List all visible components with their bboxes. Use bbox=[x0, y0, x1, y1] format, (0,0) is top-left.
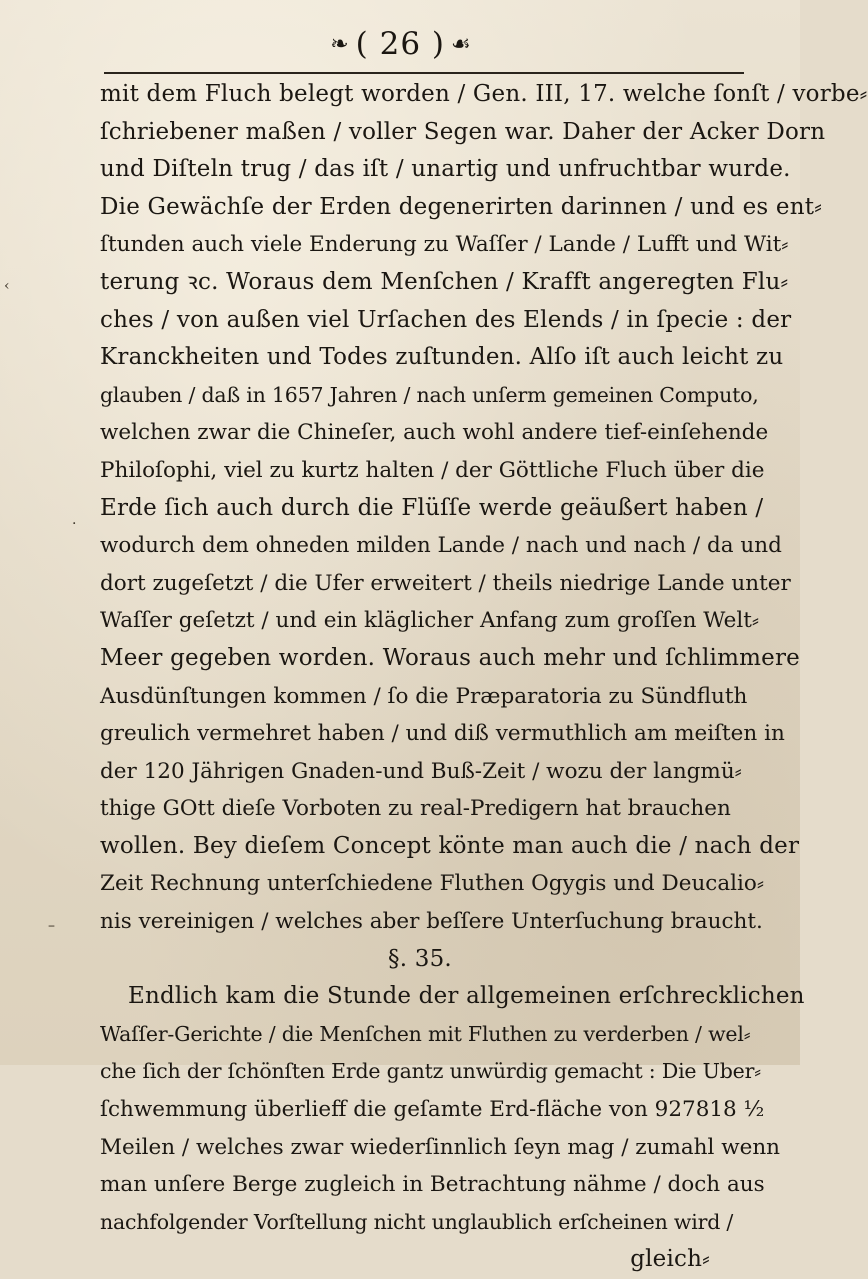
left-ornament-icon: ❧ bbox=[330, 32, 350, 57]
page-number: ( 26 ) bbox=[355, 26, 446, 62]
text-line: thige GOtt dieſe Vorboten zu real-Predigern hat brauchen bbox=[100, 796, 731, 822]
body-text bbox=[100, 76, 868, 1279]
text-line: ſchwemmung überlieff die geſamte Erd-fläche von 927818 ½ bbox=[100, 1097, 765, 1123]
text-line: Waſſer-Gerichte / die Menſchen mit Fluthen zu verderben / wel⸗ bbox=[100, 1021, 751, 1046]
page-header bbox=[0, 22, 800, 66]
header-rule bbox=[104, 72, 744, 74]
right-ornament-icon: ☙ bbox=[451, 32, 472, 57]
text-line: dort zugeſetzt / die Ufer erweitert / theils niedrige Lande unter bbox=[100, 570, 791, 596]
text-line: Zeit Rechnung unterſchiedene Fluthen Ogygis und Deucalio⸗ bbox=[100, 871, 765, 897]
text-line: Waſſer geſetzt / und ein kläglicher Anfang zum groſſen Welt⸗ bbox=[100, 608, 760, 634]
text-line: glauben / daß in 1657 Jahren / nach unſerm gemeinen Computo, bbox=[100, 382, 759, 407]
text-line: Erde ſich auch durch die Flüſſe werde geäußert haben / bbox=[100, 494, 764, 521]
text-line: Meilen / welches zwar wiederſinnlich ſeyn mag / zumahl wenn bbox=[100, 1134, 781, 1160]
text-line: man unſere Berge zugleich in Betrachtung nähme / doch aus bbox=[100, 1172, 765, 1198]
text-line: terung ꝛc. Woraus dem Menſchen / Krafft angeregten Flu⸗ bbox=[100, 268, 789, 295]
text-line: wollen. Bey dieſem Concept könte man auch die / nach der bbox=[100, 832, 800, 859]
catchword: gleich⸗ bbox=[630, 1246, 710, 1273]
text-line: ches / von außen viel Urſachen des Elends / in ſpecie : der bbox=[100, 306, 792, 333]
section-number: §. 35. bbox=[388, 945, 452, 972]
text-line: Philoſophi, viel zu kurtz halten / der Göttliche Fluch über die bbox=[100, 457, 765, 483]
text-line: che ſich der ſchönſten Erde gantz unwürdig gemacht : Die Uber⸗ bbox=[100, 1059, 761, 1084]
text-line: und Diſteln trug / das iſt / unartig und unfruchtbar wurde. bbox=[100, 156, 791, 183]
text-line: nachfolgender Vorſtellung nicht unglaublich erſcheinen wird / bbox=[100, 1209, 734, 1234]
text-line: welchen zwar die Chineſer, auch wohl andere tief-einſehende bbox=[100, 420, 769, 446]
text-line: Kranckheiten und Todes zuſtunden. Alſo iſt auch leicht zu bbox=[100, 344, 784, 371]
text-line: mit dem Fluch belegt worden / Gen. III, 17. welche ſonſt / vorbe⸗ bbox=[100, 81, 868, 107]
text-line: Die Gewächſe der Erden degenerirten darinnen / und es ent⸗ bbox=[100, 193, 823, 220]
margin-mark-icon: · bbox=[72, 516, 77, 532]
text-line: ſtunden auch viele Enderung zu Waſſer / Lande / Lufft und Wit⸗ bbox=[100, 232, 789, 258]
text-line: der 120 Jährigen Gnaden-und Buß-Zeit / wozu der langmü⸗ bbox=[100, 758, 742, 784]
page-number-row bbox=[296, 22, 506, 67]
text-line: greulich vermehret haben / und diß vermuthlich am meiſten in bbox=[100, 721, 785, 747]
margin-mark-icon: ‹ bbox=[4, 278, 10, 294]
text-line: wodurch dem ohneden milden Lande / nach und nach / da und bbox=[100, 533, 782, 559]
text-line: Endlich kam die Stunde der allgemeinen erſchrecklichen bbox=[128, 983, 805, 1010]
text-line: Meer gegeben worden. Woraus auch mehr und ſchlimmere bbox=[100, 644, 800, 671]
text-line: ſchriebener maßen / voller Segen war. Daher der Acker Dorn bbox=[100, 118, 826, 145]
text-line: nis vereinigen / welches aber beſſere Unterſuchung braucht. bbox=[100, 909, 763, 935]
margin-mark-icon: – bbox=[48, 918, 55, 934]
text-line: Ausdünſtungen kommen / ſo die Præparatoria zu Sündfluth bbox=[100, 683, 748, 709]
